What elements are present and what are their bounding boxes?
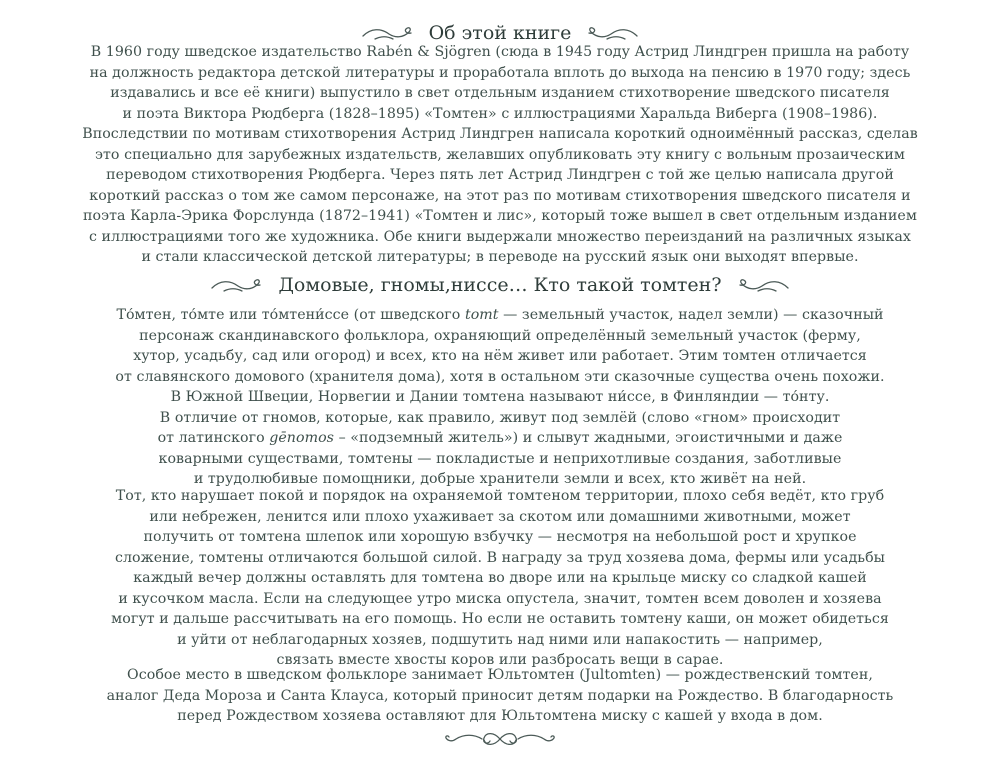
- text-line: получить от томтена шлепок или хорошую взбучку — несмотря на небольшой рост и хрупкое: [143, 529, 857, 545]
- text-line: и поэта Виктора Рюдберга (1828–1895) «Томтен» с иллюстрациями Харальда Виберга (1908–1986).: [122, 105, 878, 122]
- text-line: сложение, томтены отличаются большой силой. В награду за труд хозяева дома, фермы или усадьбы: [114, 549, 886, 566]
- text-line: Особое место в шведском фольклоре занимает Юльтомтен (Jultomten) — рождественский томтен,: [127, 667, 873, 683]
- text-line: это специально для зарубежных издательств, желавших опубликовать эту книгу с вольным прозаическим: [95, 146, 905, 163]
- flourish-left-icon: [361, 22, 415, 44]
- text-line: аналог Деда Мороза и Санта Клауса, который приносит детям подарки на Рождество. В благодарность: [106, 687, 894, 704]
- text-line: В 1960 году шведское издательство Rabén & Sjögren (сюда в 1945 году Астрид Линдгрен пришла на работу: [90, 44, 910, 60]
- flourish-left-icon: [210, 274, 264, 296]
- text-line: издавались и все её книги) выпустило в свет отдельным изданием стихотворение шведского писателя: [110, 85, 890, 101]
- text-line: То́мтен, то́мте или то́мтени́ссе (от шведского tomt — земельный участок, надел земли) — сказочный: [116, 307, 884, 323]
- text-line: и стали классической детской литературы; в переводе на русский язык они выходят впервые.: [141, 249, 859, 265]
- text-line: и кусочком масла. Если на следующее утро миска опустела, значит, томтен всем доволен и хозяева: [118, 590, 882, 607]
- text-line: на должность редактора детской литературы и проработала вплоть до выхода на пенсию в 1970 году; здесь: [89, 64, 911, 81]
- text-line: и трудолюбивые помощники, добрые хранители земли и всех, кто живёт на ней.: [193, 471, 807, 487]
- text-line: могут и дальше рассчитывать на его помощь. Но если не оставить томтену каши, он может обидеться: [111, 611, 889, 627]
- text-line: с иллюстрациями того же художника. Обе книги выдержали множество переизданий на различных языках: [89, 228, 911, 245]
- ornament-divider-icon: [440, 728, 560, 750]
- section-title: Об этой книге: [428, 22, 572, 44]
- text-line: Впоследствии по мотивам стихотворения Астрид Линдгрен написала короткий одноимённый рассказ, сделав: [82, 126, 918, 142]
- paragraph-jultomten: [0, 665, 1000, 727]
- text-line: переводом стихотворения Рюдберга. Через пять лет Астрид Линдгрен с той же целью написала другой: [106, 167, 894, 183]
- paragraph-tomten-behavior: [0, 486, 1000, 671]
- text-line: от славянского домового (хранителя дома), хотя в остальном эти сказочные существа очень похожи.: [115, 368, 885, 385]
- text-line: от латинского gēnomos – «подземный житель») и слывут жадными, эгоистичными и даже: [157, 430, 843, 446]
- text-line: связать вместе хвосты коров или разбросать вещи в сарае.: [276, 652, 724, 668]
- text-line: и уйти от неблагодарных хозяев, подшутить над ними или напакостить — например,: [177, 631, 823, 648]
- text-line: Тот, кто нарушает покой и порядок на охраняемой томтеном территории, плохо себя ведёт, кто груб: [115, 488, 885, 504]
- paragraph-about-book: [0, 42, 1000, 268]
- text-line: персонаж скандинавского фольклора, охраняющий определённый земельный участок (ферму,: [139, 327, 861, 344]
- text-line: каждый вечер должны оставлять для томтена во дворе или на крыльце миску со сладкой кашей: [133, 570, 867, 586]
- text-line: хутор, усадьбу, сад или огород) и всех, кто на нём живет или работает. Этим томтен отличается: [133, 348, 867, 364]
- text-line: перед Рождеством хозяева оставляют для Юльтомтена миску с кашей у входа в дом.: [177, 708, 823, 724]
- flourish-right-icon: [585, 22, 639, 44]
- text-line: поэта Карла-Эрика Форслунда (1872–1941) «Томтен и лис», который тоже вышел в свет отдельным изданием: [83, 208, 917, 224]
- text-line: коварными существами, томтены — покладистые и неприхотливые создания, заботливые: [158, 450, 842, 467]
- section-heading-who-is-tomten: [0, 274, 1000, 296]
- text-line: или небрежен, ленится или плохо ухаживает за скотом или домашними животными, может: [149, 508, 851, 525]
- flourish-right-icon: [736, 274, 790, 296]
- text-line: В отличие от гномов, которые, как правило, живут под землёй (слово «гном» происходит: [159, 409, 841, 426]
- text-line: В Южной Швеции, Норвегии и Дании томтена называют ни́ссе, в Финляндии — то́нту.: [170, 389, 830, 405]
- section-title: Домовые, гномы,ниссе… Кто такой томтен?: [278, 274, 722, 296]
- paragraph-tomten-definition: [0, 305, 1000, 490]
- section-heading-about-book: [0, 22, 1000, 44]
- text-line: короткий рассказ о том же самом персонаже, на этот раз по мотивам стихотворения шведского писателя и: [89, 187, 911, 204]
